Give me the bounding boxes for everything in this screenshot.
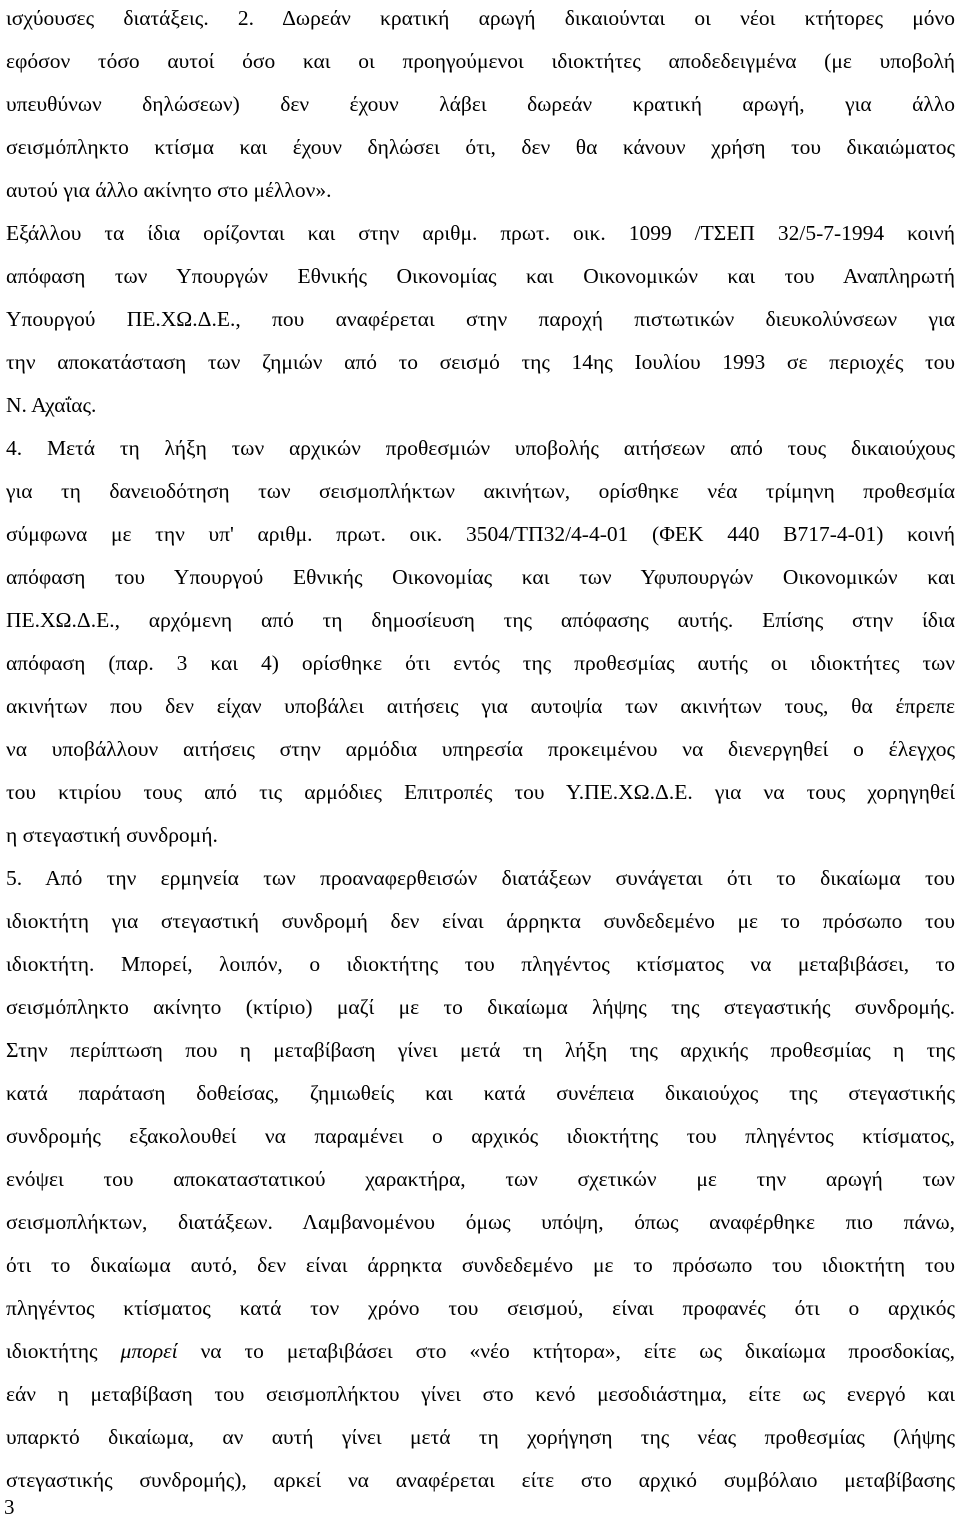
text-line: Υπουργού ΠΕ.ΧΩ.Δ.Ε., που αναφέρεται στην παροχή πιστωτικών διευκολύνσεων για — [6, 307, 955, 331]
text-line-prefix: ιδιοκτήτης — [6, 1339, 98, 1363]
text-line: υπαρκτό δικαίωμα, αν αυτή γίνει μετά τη χορήγηση της νέας προθεσμίας (λήψης — [6, 1425, 955, 1449]
text-line: ιδιοκτήτη για στεγαστική συνδρομή δεν είναι άρρηκτα συνδεδεμένο με το πρόσωπο του — [6, 909, 955, 933]
text-line — [6, 1338, 955, 1364]
text-line: Στην περίπτωση που η μεταβίβαση γίνει μετά τη λήξη της αρχικής προθεσμίας η της — [6, 1038, 955, 1062]
text-line: ενόψει του αποκαταστατικού χαρακτήρα, των σχετικών με την αρωγή των — [6, 1167, 955, 1191]
text-line: συνδρομής εξακολουθεί να παραμένει ο αρχικός ιδιοκτήτης του πληγέντος κτίσματος, — [6, 1124, 955, 1148]
text-line: σεισμόπληκτο ακίνητο (κτίριο) μαζί με το δικαίωμα λήψης της στεγαστικής συνδρομής. — [6, 995, 955, 1019]
text-line-rest: να το μεταβιβάσει στο «νέο κτήτορα», είτε ως δικαίωμα προσδοκίας, — [200, 1339, 955, 1363]
text-line: Ν. Αχαΐας. — [6, 393, 97, 417]
text-line: απόφαση του Υπουργού Εθνικής Οικονομίας και των Υφυπουργών Οικονομικών και — [6, 565, 955, 589]
text-line: η στεγαστική συνδρομή. — [6, 823, 218, 847]
text-line: εάν η μεταβίβαση του σεισμοπλήκτου γίνει στο κενό μεσοδιάστημα, είτε ως ενεργό και — [6, 1382, 955, 1406]
text-line: υπευθύνων δηλώσεων) δεν έχουν λάβει δωρεάν κρατική αρωγή, για άλλο — [6, 92, 955, 116]
text-line: ιδιοκτήτη. Μπορεί, λοιπόν, ο ιδιοκτήτης του πληγέντος κτίσματος να μεταβιβάσει, το — [6, 952, 955, 976]
text-line: 4. Μετά τη λήξη των αρχικών προθεσμιών υποβολής αιτήσεων από τους δικαιούχους — [6, 436, 955, 460]
text-line: στεγαστικής συνδρομής), αρκεί να αναφέρεται είτε στο αρχικό συμβόλαιο μεταβίβασης — [6, 1468, 955, 1492]
text-line: ακινήτων που δεν είχαν υποβάλει αιτήσεις για αυτοψία των ακινήτων τους, θα έπρεπε — [6, 694, 955, 718]
text-line: εφόσον τόσο αυτοί όσο και οι προηγούμενοι ιδιοκτήτες αποδεδειγμένα (με υποβολή — [6, 49, 955, 73]
text-line: ότι το δικαίωμα αυτό, δεν είναι άρρηκτα συνδεδεμένο με το πρόσωπο του ιδιοκτήτη του — [6, 1253, 955, 1277]
italic-word: μπορεί — [120, 1339, 178, 1363]
text-line: για τη δανειοδότηση των σεισμοπλήκτων ακινήτων, ορίσθηκε νέα τρίμηνη προθεσμία — [6, 479, 955, 503]
text-line: απόφαση (παρ. 3 και 4) ορίσθηκε ότι εντός της προθεσμίας αυτής οι ιδιοκτήτες των — [6, 651, 955, 675]
text-line: ΠΕ.ΧΩ.Δ.Ε., αρχόμενη από τη δημοσίευση της απόφασης αυτής. Επίσης στην ίδια — [6, 608, 955, 632]
text-line: σύμφωνα με την υπ' αριθμ. πρωτ. οικ. 3504/ΤΠ32/4-4-01 (ΦΕΚ 440 Β717-4-01) κοινή — [6, 522, 955, 546]
text-line: σεισμόπληκτο κτίσμα και έχουν δηλώσει ότι, δεν θα κάνουν χρήση του δικαιώματος — [6, 135, 955, 159]
text-line: απόφαση των Υπουργών Εθνικής Οικονομίας και Οικονομικών και του Αναπληρωτή — [6, 264, 955, 288]
text-line: ισχύουσες διατάξεις. 2. Δωρεάν κρατική αρωγή δικαιούνται οι νέοι κτήτορες μόνο — [6, 6, 955, 30]
text-line: πληγέντος κτίσματος κατά τον χρόνο του σεισμού, είναι προφανές ότι ο αρχικός — [6, 1296, 955, 1320]
text-line: Εξάλλου τα ίδια ορίζονται και στην αριθμ. πρωτ. οικ. 1099 /ΤΣΕΠ 32/5-7-1994 κοινή — [6, 221, 955, 245]
text-line: αυτού για άλλο ακίνητο στο μέλλον». — [6, 178, 332, 202]
text-line: σεισμοπλήκτων, διατάξεων. Λαμβανομένου όμως υπόψη, όπως αναφέρθηκε πιο πάνω, — [6, 1210, 955, 1234]
text-line: 5. Από την ερμηνεία των προαναφερθεισών διατάξεων συνάγεται ότι το δικαίωμα του — [6, 866, 955, 890]
text-line: να υποβάλλουν αιτήσεις στην αρμόδια υπηρεσία προκειμένου να διενεργηθεί ο έλεγχος — [6, 737, 955, 761]
text-line: του κτιρίου τους από τις αρμόδιες Επιτροπές του Υ.ΠΕ.ΧΩ.Δ.Ε. για να τους χορηγηθεί — [6, 780, 955, 804]
page-number: 3 — [4, 1495, 15, 1519]
text-line: την αποκατάσταση των ζημιών από το σεισμό της 14ης Ιουλίου 1993 σε περιοχές του — [6, 350, 955, 374]
text-line: κατά παράταση δοθείσας, ζημιωθείς και κατά συνέπεια δικαιούχος της στεγαστικής — [6, 1081, 955, 1105]
